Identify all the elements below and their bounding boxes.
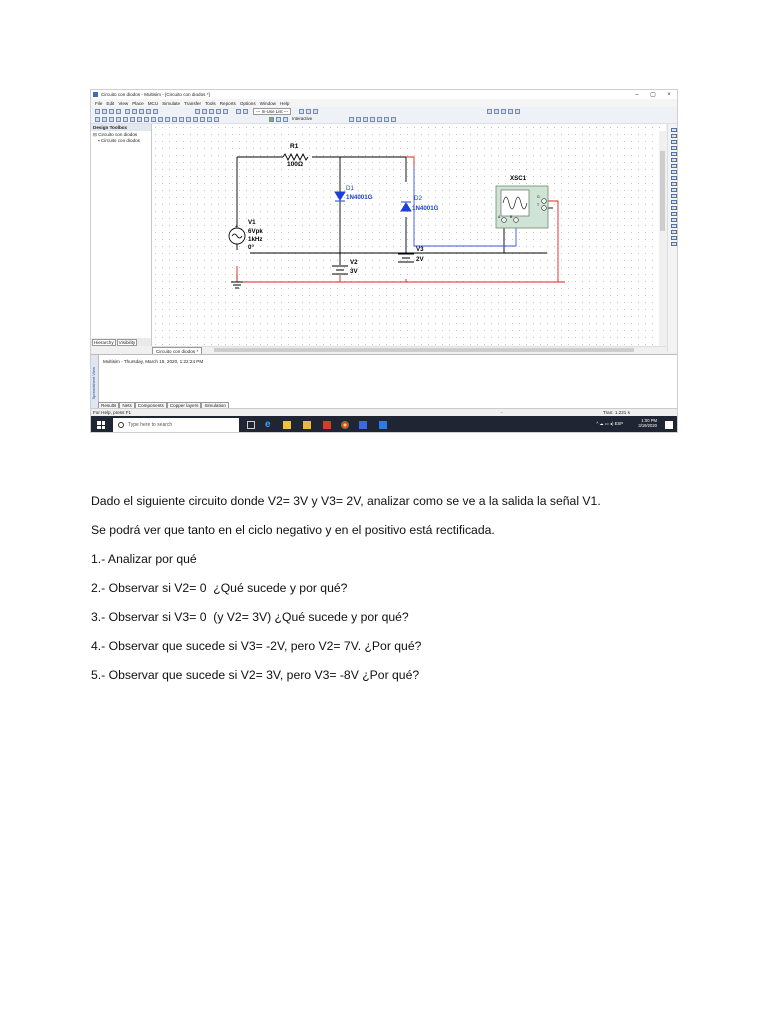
tab-hierarchy[interactable]: Hierarchy xyxy=(94,339,114,345)
question-2: 2.- Observar si V2= 0 ¿Qué sucede y por qué? xyxy=(91,581,348,595)
scope-pin-a[interactable] xyxy=(502,218,507,223)
v2-value: 3V xyxy=(350,268,358,275)
full-screen-icon[interactable] xyxy=(515,109,520,114)
store-icon[interactable] xyxy=(283,421,291,429)
document-tab[interactable]: Circuito con diodos * xyxy=(152,347,202,356)
menu-mcu[interactable]: MCU xyxy=(147,100,159,106)
diode-d2-symbol xyxy=(401,202,411,211)
spreadsheet-icon[interactable] xyxy=(223,109,228,114)
place-transistor-icon[interactable] xyxy=(116,117,121,122)
question-3: 3.- Observar si V3= 0 (y V2= 3V) ¿Qué sucede y por qué? xyxy=(91,610,409,624)
menu-view[interactable]: View xyxy=(118,100,129,106)
distortion-analyzer-icon[interactable] xyxy=(671,194,677,198)
status-sim-time: Tran: 1.221 s xyxy=(603,410,630,415)
components-toolbar xyxy=(91,115,677,124)
copy-icon[interactable] xyxy=(132,109,137,114)
place-rf-icon[interactable] xyxy=(179,117,184,122)
run-simulation-icon[interactable] xyxy=(269,117,274,122)
pause-simulation-icon[interactable] xyxy=(276,117,281,122)
windows-taskbar xyxy=(91,416,677,433)
word-generator-icon[interactable] xyxy=(671,170,677,174)
design-toolbox-tabs xyxy=(91,338,151,346)
place-basic-icon[interactable] xyxy=(102,117,107,122)
menu-window[interactable]: Window xyxy=(259,100,276,106)
design-tree xyxy=(91,131,151,143)
menu-help[interactable]: Help xyxy=(280,100,290,106)
canvas-vertical-scrollbar[interactable] xyxy=(659,131,666,346)
design-toolbox xyxy=(91,124,152,346)
save-icon[interactable] xyxy=(109,109,114,114)
back-annotate-icon[interactable] xyxy=(299,109,304,114)
menu-file[interactable]: File xyxy=(95,100,103,106)
battery-v3-symbol xyxy=(398,254,414,262)
menu-simulate[interactable]: Simulate xyxy=(162,100,181,106)
place-mixed-icon[interactable] xyxy=(151,117,156,122)
v3-value: 2V xyxy=(416,256,424,263)
xsc1-name: XSC1 xyxy=(510,175,527,182)
redo-icon[interactable] xyxy=(153,109,158,114)
results-message: Multisim - Thursday, March 19, 2020, 1:22:24 PM xyxy=(103,359,204,364)
place-indicator-icon[interactable] xyxy=(158,117,163,122)
place-misc-digital-icon[interactable] xyxy=(144,117,149,122)
grapher-icon[interactable] xyxy=(195,109,200,114)
tab-components[interactable]: Components xyxy=(135,402,167,409)
red-wire-left xyxy=(237,266,565,282)
multisim-screenshot xyxy=(90,89,678,433)
search-icon xyxy=(118,422,124,428)
d2-name: D2 xyxy=(414,195,422,202)
zoom-out-icon[interactable] xyxy=(494,109,499,114)
v1-amplitude: 6Vpk xyxy=(248,228,263,235)
question-1: 1.- Analizar por qué xyxy=(91,552,197,566)
menu-transfer[interactable]: Transfer xyxy=(184,100,201,106)
component-wizard-icon[interactable] xyxy=(216,109,221,114)
agilent-multimeter-icon[interactable] xyxy=(671,218,677,222)
logic-converter-icon[interactable] xyxy=(671,176,677,180)
task-view-icon[interactable] xyxy=(247,421,255,429)
d1-name: D1 xyxy=(346,185,354,192)
frequency-counter-icon[interactable] xyxy=(671,164,677,168)
tab-simulation[interactable]: Simulation xyxy=(201,402,228,409)
diode-d1-symbol xyxy=(335,192,345,201)
minimize-button[interactable]: – xyxy=(635,91,639,98)
v1-frequency: 1kHz xyxy=(248,236,263,243)
status-help-text: For Help, press F1 xyxy=(93,410,132,415)
d2-model: 1N4001G xyxy=(412,205,439,212)
new-file-icon[interactable] xyxy=(95,109,100,114)
place-mcu-icon[interactable] xyxy=(193,117,198,122)
menu-place[interactable]: Place xyxy=(132,100,144,106)
place-cmos-icon[interactable] xyxy=(137,117,142,122)
horizontal-scroll-thumb[interactable] xyxy=(214,348,634,352)
open-file-icon[interactable] xyxy=(102,109,107,114)
probe-settings-icon[interactable] xyxy=(391,117,396,122)
current-probe-icon[interactable] xyxy=(671,242,677,246)
bode-plotter-icon[interactable] xyxy=(671,158,677,162)
multimeter-icon[interactable] xyxy=(671,128,677,132)
probe-digital-icon[interactable] xyxy=(384,117,389,122)
iv-analyzer-icon[interactable] xyxy=(671,188,677,192)
red-wire-scope-right xyxy=(548,201,565,282)
schematic-canvas[interactable] xyxy=(152,124,666,346)
labview-instrument-icon[interactable] xyxy=(671,236,677,240)
file-explorer-icon[interactable] xyxy=(303,421,311,429)
zoom-area-icon[interactable] xyxy=(501,109,506,114)
forward-annotate-icon[interactable] xyxy=(306,109,311,114)
scope-pin-b-label: B xyxy=(510,215,513,219)
red-wire-top-right xyxy=(406,157,414,166)
probe-power-icon[interactable] xyxy=(363,117,368,122)
interactive-label: Interactive xyxy=(292,115,313,121)
window-titlebar xyxy=(91,90,677,99)
paste-icon[interactable] xyxy=(139,109,144,114)
place-ladder-icon[interactable] xyxy=(200,117,205,122)
probe-current-icon[interactable] xyxy=(356,117,361,122)
place-power-icon[interactable] xyxy=(165,117,170,122)
probe-differential-icon[interactable] xyxy=(370,117,375,122)
maximize-button[interactable]: ▢ xyxy=(650,92,656,98)
scope-pin-g[interactable] xyxy=(542,199,547,204)
vertical-scroll-thumb[interactable] xyxy=(660,151,665,231)
system-tray xyxy=(596,418,657,428)
stop-simulation-icon[interactable] xyxy=(283,117,288,122)
place-misc-icon[interactable] xyxy=(172,117,177,122)
wattmeter-icon[interactable] xyxy=(671,140,677,144)
scope-pin-a-label: A xyxy=(498,215,501,219)
status-middle: - xyxy=(501,410,503,415)
menu-reports[interactable]: Reports xyxy=(219,100,236,106)
postprocessor-icon[interactable] xyxy=(202,109,207,114)
edge-browser-icon[interactable]: e xyxy=(265,419,271,430)
zoom-in-icon[interactable] xyxy=(487,109,492,114)
place-analog-icon[interactable] xyxy=(123,117,128,122)
probe-reference-icon[interactable] xyxy=(377,117,382,122)
electrical-rules-icon[interactable] xyxy=(243,109,248,114)
spectrum-analyzer-icon[interactable] xyxy=(671,200,677,204)
document-body xyxy=(91,492,731,695)
place-source-icon[interactable] xyxy=(95,117,100,122)
close-button[interactable]: × xyxy=(667,91,671,98)
r1-value: 100Ω xyxy=(287,161,304,168)
taskbar-search-placeholder: Type here to search xyxy=(128,422,173,428)
design-toolbox-title: Design Toolbox xyxy=(91,124,151,131)
probe-voltage-icon[interactable] xyxy=(349,117,354,122)
office-app-icon[interactable] xyxy=(323,421,331,429)
tab-visibility[interactable]: Visibility xyxy=(118,339,136,345)
v1-name: V1 xyxy=(248,219,256,226)
v2-name: V2 xyxy=(350,259,358,266)
menu-tools[interactable]: Tools xyxy=(204,100,216,106)
resistor-r1-symbol xyxy=(283,154,308,160)
scope-pin-b[interactable] xyxy=(514,218,519,223)
tree-child-item[interactable]: ▪ Circuito con diodos xyxy=(98,137,140,143)
scope-pin-t-label: T xyxy=(537,203,540,207)
canvas-horizontal-scrollbar[interactable] xyxy=(152,346,666,353)
taskbar-search-box[interactable] xyxy=(113,418,239,432)
battery-v2-symbol xyxy=(332,266,348,274)
scope-pin-t[interactable] xyxy=(542,206,547,211)
four-channel-scope-icon[interactable] xyxy=(671,152,677,156)
place-electromechanical-icon[interactable] xyxy=(186,117,191,122)
multisim-app-icon xyxy=(93,92,98,97)
help-icon[interactable] xyxy=(313,109,318,114)
place-bus-icon[interactable] xyxy=(214,117,219,122)
sim-settings-icon[interactable] xyxy=(236,109,241,114)
tab-nets[interactable]: Nets xyxy=(119,402,134,409)
notifications-icon[interactable] xyxy=(665,421,673,429)
database-icon[interactable] xyxy=(209,109,214,114)
menu-bar xyxy=(91,99,677,107)
d1-model: 1N4001G xyxy=(346,194,373,201)
oscilloscope-icon[interactable] xyxy=(671,146,677,150)
undo-icon[interactable] xyxy=(146,109,151,114)
logic-analyzer-icon[interactable] xyxy=(671,182,677,186)
v1-phase: 0° xyxy=(248,244,254,251)
window-title: Circuito con diodos - Multisim - [Circuito con diodos *] xyxy=(101,92,210,97)
question-4: 4.- Observar que sucede si V3= -2V, pero V2= 7V. ¿Por qué? xyxy=(91,639,422,653)
agilent-scope-icon[interactable] xyxy=(671,224,677,228)
scope-pin-g-label: G xyxy=(537,195,540,199)
statement-paragraph: Se podrá ver que tanto en el ciclo negativo y en el positivo está rectificada. xyxy=(91,523,495,537)
menu-options[interactable]: Options xyxy=(239,100,256,106)
v3-name: V3 xyxy=(416,246,424,253)
tree-root-item[interactable]: ⊟ Circuito con diodos xyxy=(93,132,138,137)
circuit-schematic xyxy=(152,124,666,346)
network-analyzer-icon[interactable] xyxy=(671,206,677,210)
windows-start-icon[interactable] xyxy=(97,421,105,429)
cut-icon[interactable] xyxy=(125,109,130,114)
chrome-browser-icon[interactable] xyxy=(341,421,349,429)
instruments-toolbar xyxy=(667,124,678,352)
place-ttl-icon[interactable] xyxy=(130,117,135,122)
tab-copper-layers[interactable]: Copper layers xyxy=(167,402,202,409)
tray-icons[interactable]: ^ ☁ ▭ ◂) ESP xyxy=(596,421,623,426)
function-generator-icon[interactable] xyxy=(671,134,677,138)
zoom-fit-icon[interactable] xyxy=(508,109,513,114)
agilent-generator-icon[interactable] xyxy=(671,212,677,216)
intro-paragraph: Dado el siguiente circuito donde V2= 3V y V3= 2V, analizar como se ve a la salida la señal V1. xyxy=(91,494,601,508)
place-diode-icon[interactable] xyxy=(109,117,114,122)
r1-name: R1 xyxy=(290,143,299,150)
multisim-taskbar-icon[interactable] xyxy=(359,421,367,429)
clock-time[interactable]: 1:00 PM xyxy=(641,418,657,423)
ground-symbol xyxy=(231,282,243,288)
v1-plus-sign: + xyxy=(235,224,238,230)
question-5: 5.- Observar que sucede si V2= 3V, pero V3= -8V ¿Por qué? xyxy=(91,668,420,682)
spreadsheet-view xyxy=(91,354,678,409)
place-connector-icon[interactable] xyxy=(207,117,212,122)
tektronix-scope-icon[interactable] xyxy=(671,230,677,234)
clock-date[interactable]: 3/19/2020 xyxy=(638,423,657,428)
spreadsheet-side-label: Spreadsheet View xyxy=(91,355,99,409)
print-icon[interactable] xyxy=(116,109,121,114)
input-language[interactable]: ESP xyxy=(614,421,623,426)
in-use-list[interactable]: --- In-Use List --- xyxy=(253,108,291,115)
menu-edit[interactable]: Edit xyxy=(106,100,115,106)
tab-results[interactable]: Results xyxy=(98,402,119,409)
word-taskbar-icon[interactable] xyxy=(379,421,387,429)
